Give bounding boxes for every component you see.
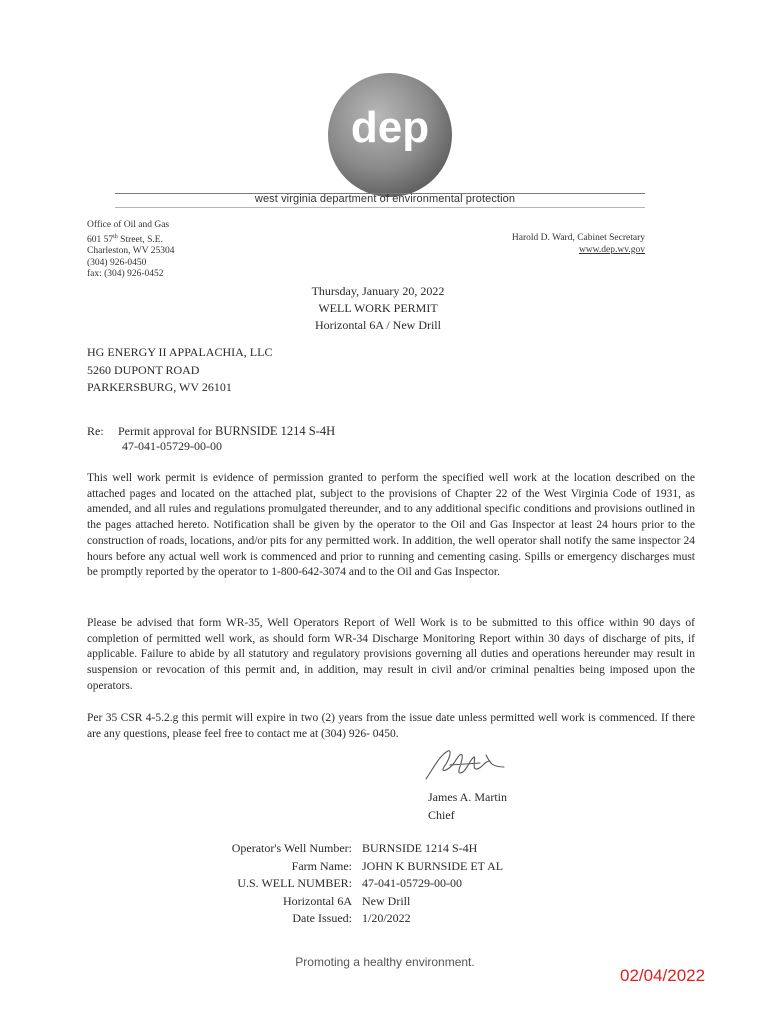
well-info-value: New Drill — [362, 893, 411, 908]
office-fax: fax: (304) 926-0452 — [87, 269, 164, 280]
office-address-block — [87, 220, 287, 281]
well-info-label: Operator's Well Number: — [231, 841, 352, 855]
well-info-row — [180, 840, 503, 858]
recipient-city: PARKERSBURG, WV 26101 — [87, 380, 232, 394]
well-info-row — [180, 858, 503, 876]
logo-text: dep — [350, 103, 430, 152]
permit-header — [288, 283, 468, 334]
well-info-value: JOHN K BURNSIDE ET AL — [362, 858, 504, 873]
re-block — [87, 424, 335, 454]
footer-slogan: Promoting a healthy environment. — [295, 955, 475, 969]
office-phone: (304) 926-0450 — [87, 257, 147, 268]
header-rule-lower — [115, 207, 645, 208]
recipient-street: 5260 DUPONT ROAD — [87, 362, 200, 377]
re-permit-name: BURNSIDE 1214 S-4H — [214, 424, 336, 438]
secretary-block — [440, 233, 645, 256]
secretary-name: Harold D. Ward, Cabinet Secretary — [511, 233, 645, 243]
permit-date: Thursday, January 20, 2022 — [311, 284, 445, 298]
handwritten-signature — [420, 745, 510, 787]
recipient-address — [87, 344, 272, 397]
department-name: west virginia department of environmental protection — [254, 193, 516, 205]
office-street: 601 57th Street, S.E. — [87, 233, 163, 245]
re-api-number: 47-041-05729-00-00 — [122, 439, 222, 453]
office-city: Charleston, WV 25304 — [87, 246, 175, 257]
well-info-value: BURNSIDE 1214 S-4H — [362, 841, 478, 855]
re-text: Permit approval for — [118, 424, 212, 438]
website-link[interactable]: www.dep.wv.gov — [578, 244, 645, 255]
body-paragraph-2: Please be advised that form WR-35, Well Operators Report of Well Work is to be submitted to this office within 90 days of completion of permitted well work, as should form WR-34 Discharge Monitoring Report within 30 days of discharge of pits, if applicable. Failure to abide by all statutory and regulatory provisions governing all duties and operations hereunder may result in suspension or revocation of this permit and, in addition, may result in civil and/or criminal penalties being imposed upon the operators. — [87, 617, 695, 692]
well-info-row — [180, 893, 503, 911]
signatory-title: Chief — [428, 807, 455, 822]
well-info-label: Farm Name: — [291, 858, 352, 873]
office-name: Office of Oil and Gas — [87, 220, 170, 230]
received-date-stamp: 02/04/2022 — [620, 966, 706, 985]
well-info-label: Horizontal 6A — [283, 893, 352, 908]
permit-title: WELL WORK PERMIT — [318, 301, 438, 315]
re-label: Re: — [87, 424, 104, 438]
well-info-row — [180, 875, 503, 893]
well-info-value: 1/20/2022 — [362, 911, 411, 925]
well-info-row — [180, 910, 503, 928]
well-info-value: 47-041-05729-00-00 — [362, 876, 462, 890]
permit-type: Horizontal 6A / New Drill — [315, 318, 441, 332]
well-info-label: U.S. WELL NUMBER: — [237, 876, 352, 890]
body-paragraph-3: Per 35 CSR 4-5.2.g this permit will expire in two (2) years from the issue date unless permitted well work is commenced. If there are any questions, please feel free to contact me at (304) 926- 0450. — [87, 712, 695, 740]
well-info-label: Date Issued: — [292, 911, 352, 925]
dep-logo — [325, 70, 455, 200]
signatory-name: James A. Martin — [428, 790, 507, 804]
body-paragraph-1: This well work permit is evidence of permission granted to perform the specified well work at the location described on the attached pages and located on the attached plat, subject to the provisions of Chapter 22 of the West Virginia Code of 1931, as amended, and all rules and regulations promulgated thereunder, and to any additional specific conditions and provisions outlined in the pages attached hereto. Notification shall be given by the operator to the Oil and Gas Inspector at least 24 hours prior to the construction of roads, locations, and/or pits for any permitted work. In addition, the well operator shall notify the same inspector 24 hours before any actual well work is commenced and prior to running and cementing casing. Spills or emergency discharges must be promptly reported by the operator to 1-800-642-3074 and to the Oil and Gas Inspector. — [87, 472, 695, 579]
well-info-table — [180, 840, 503, 928]
recipient-company: HG ENERGY II APPALACHIA, LLC — [87, 345, 273, 359]
signatory-block — [428, 789, 507, 824]
